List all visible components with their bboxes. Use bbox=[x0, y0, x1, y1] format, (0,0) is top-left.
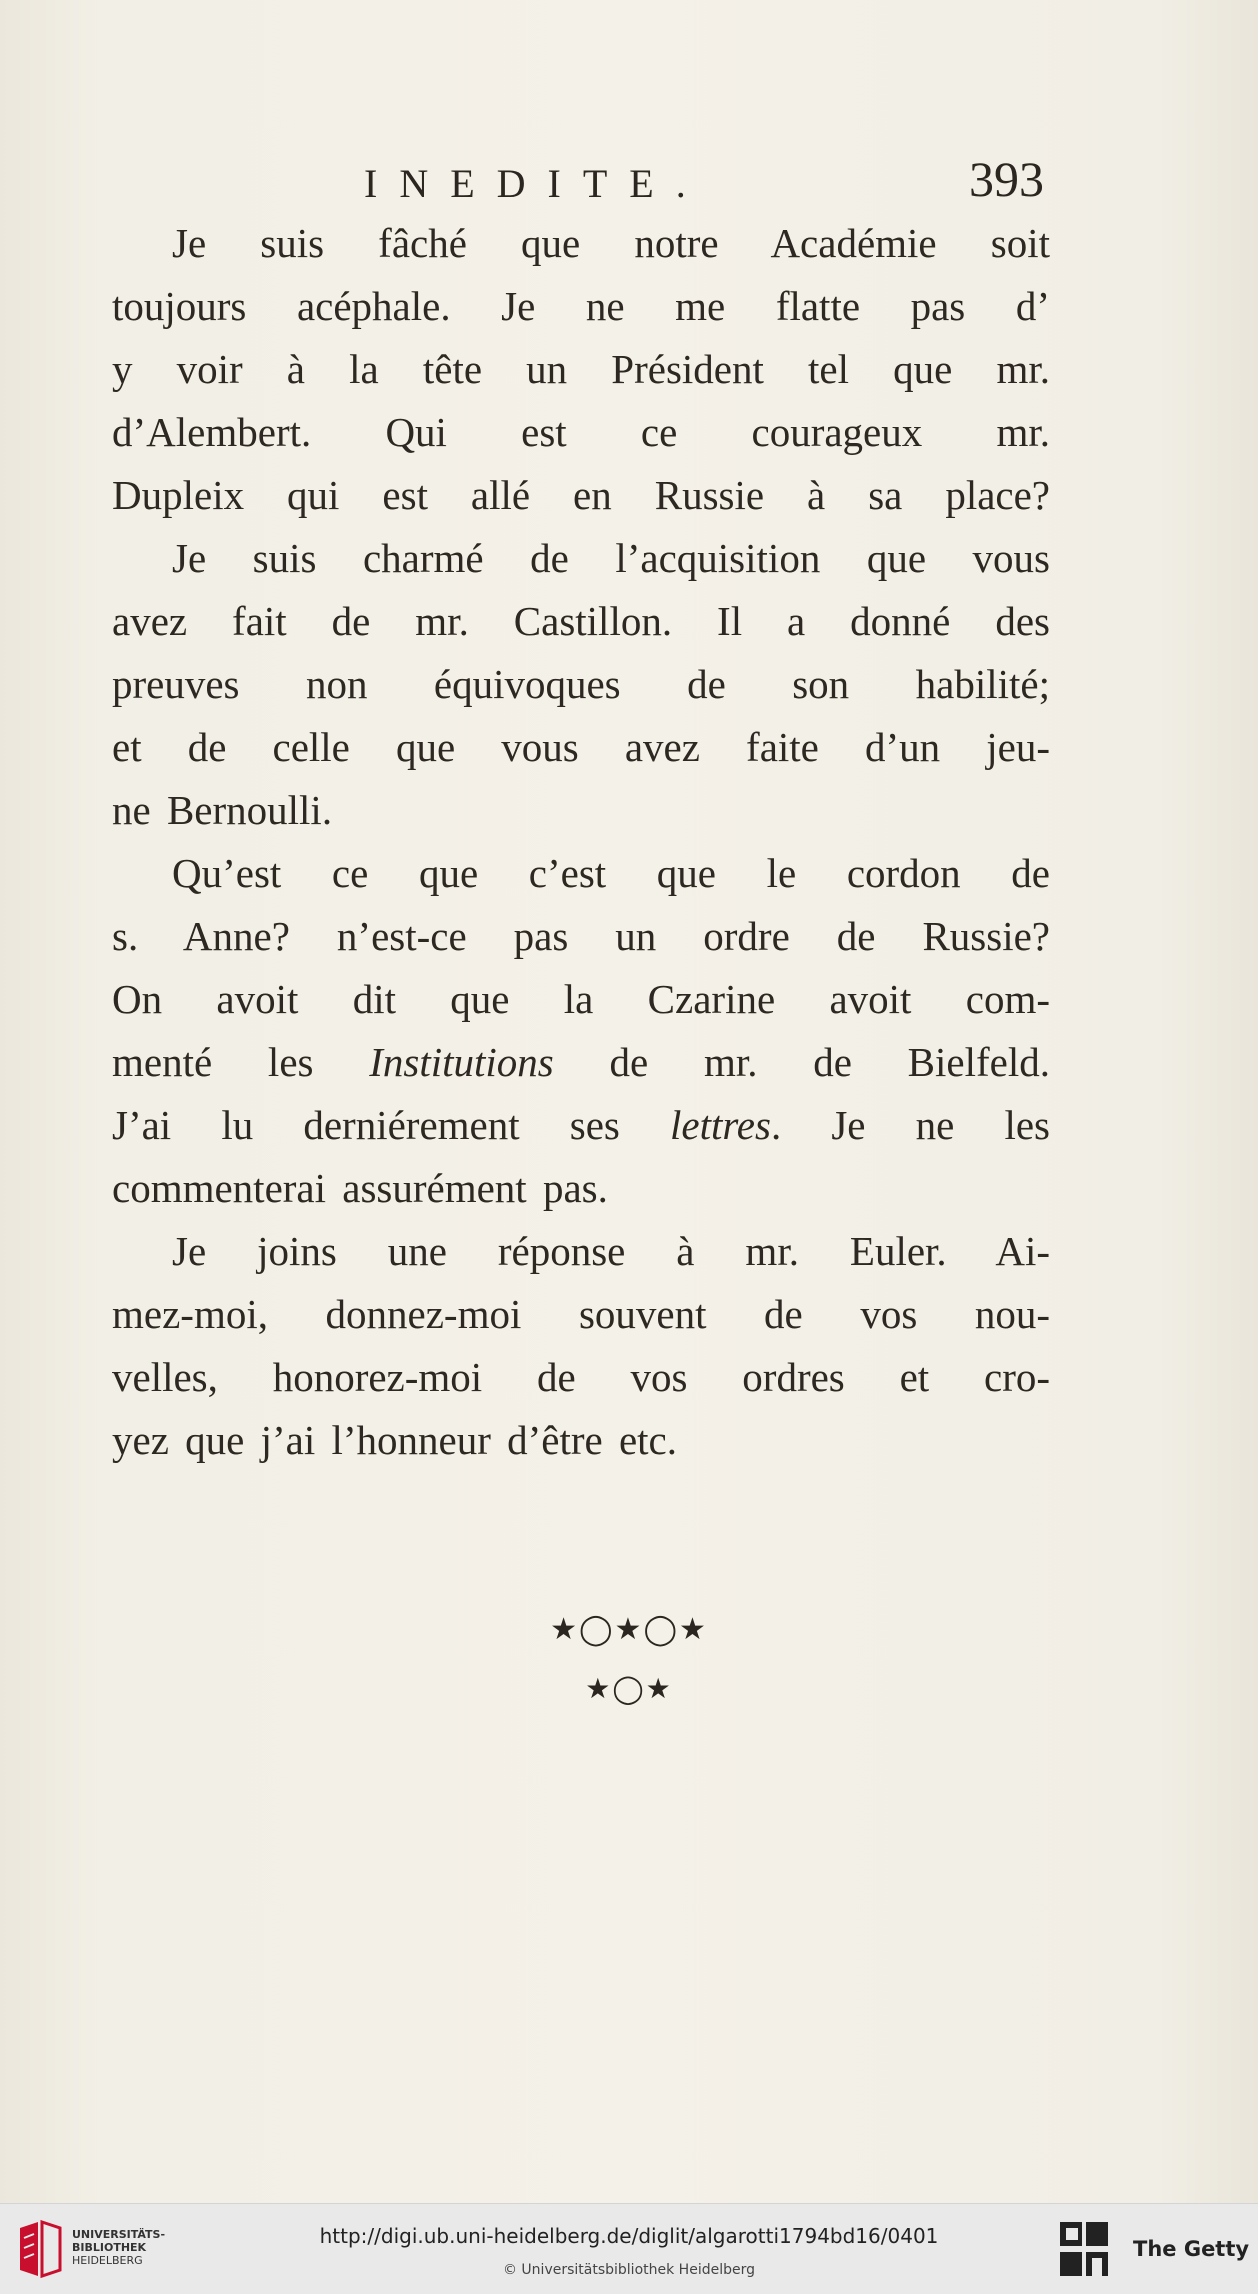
paragraph-4 bbox=[112, 1220, 1050, 1472]
page-number: 393 bbox=[969, 151, 1044, 207]
partner-name: The Getty bbox=[1133, 2237, 1250, 2261]
text-line: preuves non équivoques de son habilité; bbox=[112, 661, 1050, 707]
viewer-footer bbox=[0, 2203, 1258, 2294]
text-line: Qu’est ce que c’est que le cordon de bbox=[172, 850, 1050, 896]
library-name: UNIVERSITÄTS- BIBLIOTHEK HEIDELBERG bbox=[72, 2228, 166, 2267]
text-line: commenterai assurément pas. bbox=[112, 1165, 608, 1211]
text-line: Je suis charmé de l’acquisition que vous bbox=[172, 535, 1050, 581]
text-line: J’ai lu derniérement ses lettres. Je ne les bbox=[112, 1102, 1051, 1148]
text-line: mez-moi, donnez-moi souvent de vos nou- bbox=[112, 1291, 1050, 1337]
text-line: velles, honorez-moi de vos ordres et cro- bbox=[112, 1354, 1050, 1400]
body-text bbox=[112, 212, 1050, 1472]
getty-logo-icon bbox=[1058, 2220, 1110, 2280]
text-line: ne Bernoulli. bbox=[112, 787, 333, 833]
text-line: d’Alembert. Qui est ce courageux mr. bbox=[112, 409, 1050, 455]
text-line: s. Anne? n’est-ce pas un ordre de Russie? bbox=[112, 913, 1050, 959]
source-url-link[interactable]: http://digi.ub.uni-heidelberg.de/diglit/algarotti1794bd16/0401 bbox=[319, 2224, 939, 2248]
text-line: et de celle que vous avez faite d’un jeu- bbox=[112, 724, 1050, 770]
text-line: On avoit dit que la Czarine avoit com- bbox=[112, 976, 1050, 1022]
text-line: Je joins une réponse à mr. Euler. Ai- bbox=[172, 1228, 1050, 1274]
paragraph-3 bbox=[112, 842, 1050, 1220]
paragraph-2 bbox=[112, 527, 1050, 842]
text-line: avez fait de mr. Castillon. Il a donné des bbox=[112, 598, 1050, 644]
text-line: toujours acéphale. Je ne me flatte pas d’ bbox=[112, 283, 1050, 329]
running-head bbox=[112, 150, 1050, 210]
text-line: yez que j’ai l’honneur d’être etc. bbox=[112, 1417, 678, 1463]
text-line: Dupleix qui est allé en Russie à sa place? bbox=[112, 472, 1050, 518]
ornament-row-1: ★◯★◯★ bbox=[550, 1612, 708, 1647]
italic-title: Institutions bbox=[369, 1039, 554, 1085]
running-title: INEDITE. bbox=[364, 161, 708, 206]
text-line: y voir à la tête un Président tel que mr. bbox=[112, 346, 1050, 392]
copyright-text: © Universitätsbibliothek Heidelberg bbox=[502, 2262, 755, 2278]
text-line: Je suis fâché que notre Académie soit bbox=[172, 220, 1050, 266]
italic-title: lettres bbox=[670, 1102, 771, 1148]
ornament-row-2: ★◯★ bbox=[585, 1672, 673, 1705]
paragraph-1 bbox=[112, 212, 1050, 527]
text-line: menté les Institutions de mr. de Bielfeld. bbox=[112, 1039, 1050, 1085]
